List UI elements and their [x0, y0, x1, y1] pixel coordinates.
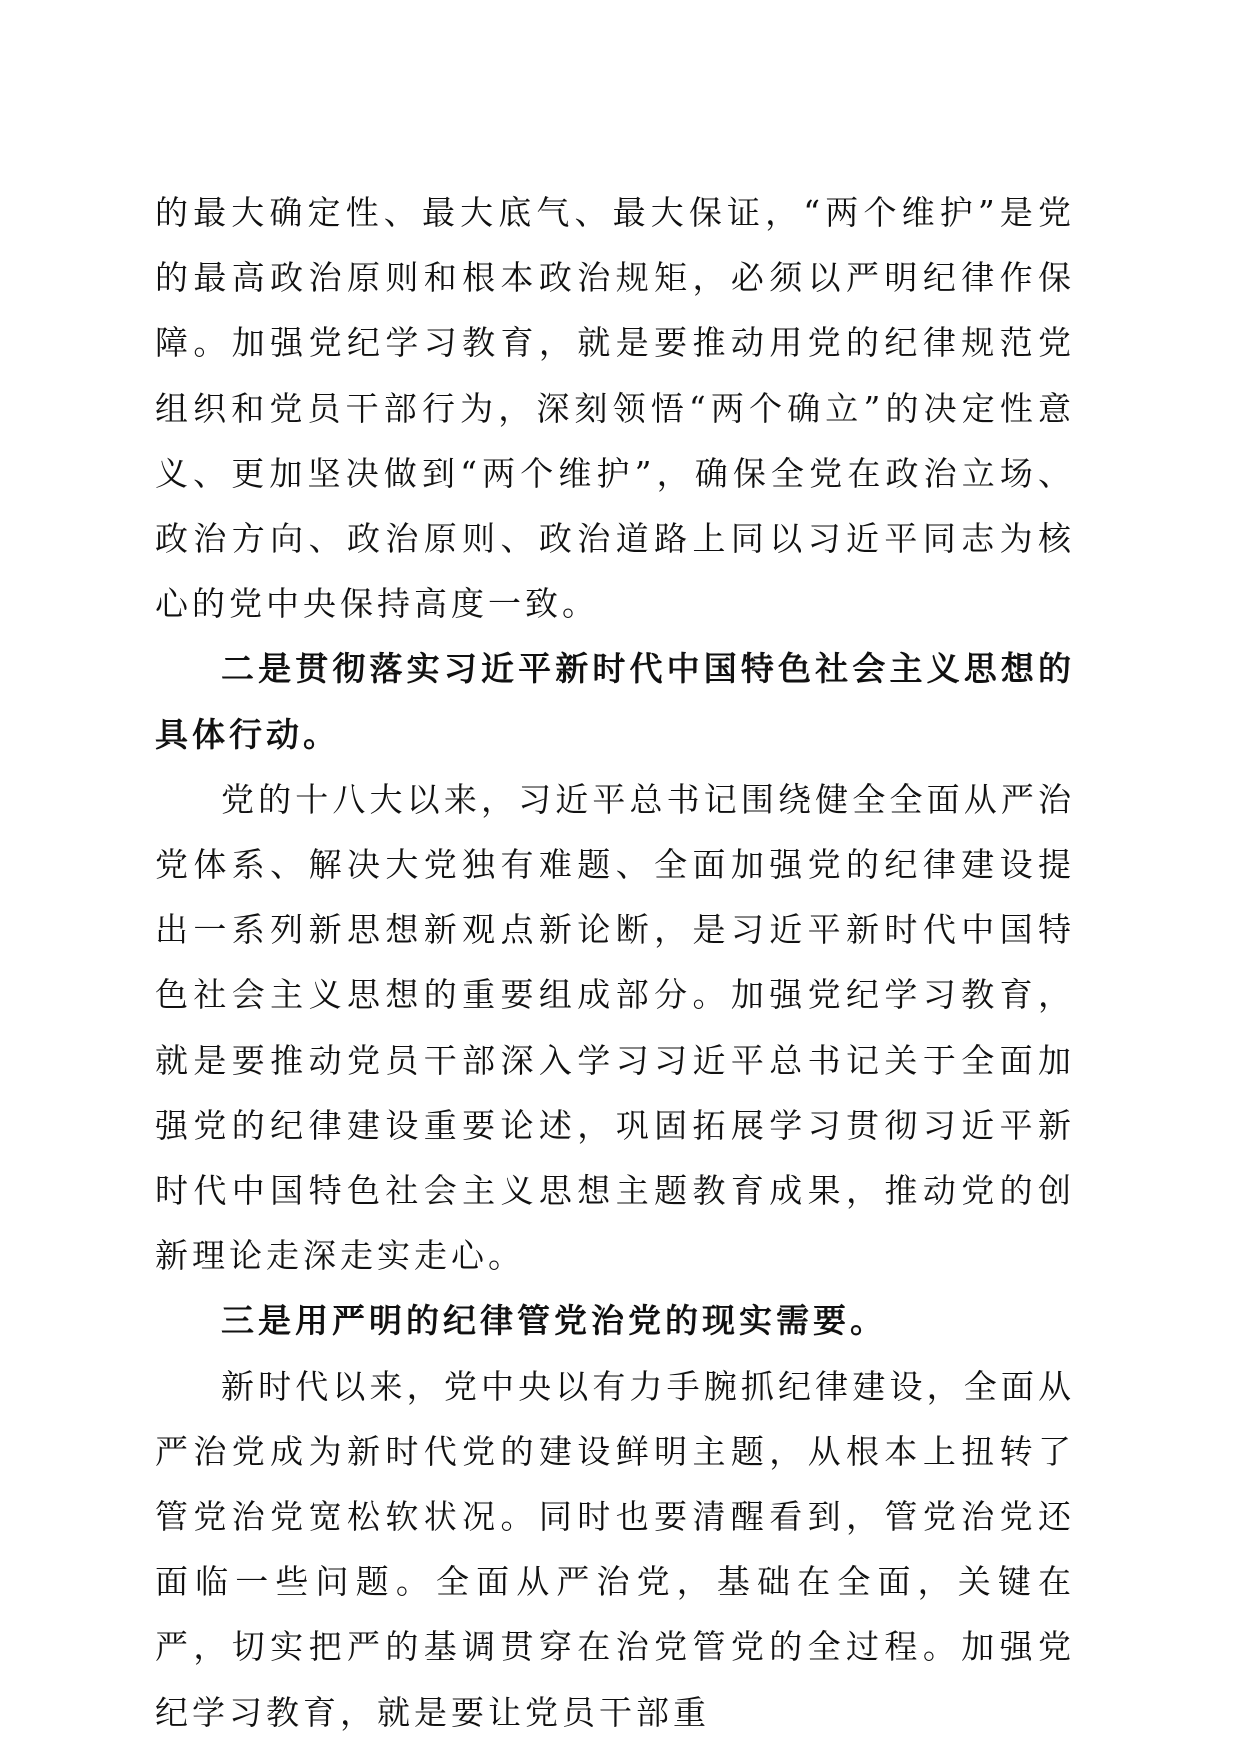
paragraph-section-three: 新时代以来，党中央以有力手腕抓纪律建设，全面从严治党成为新时代党的建设鲜明主题，从根本上扭转了管党治党宽松软状况。同时也要清醒看到，管党治党还面临一些问题。全面从严治党，基础在全面，关键在严，切实把严的基调贯穿在治党管党的全过程。加强党纪学习教育，就是要让党员干部重	[155, 1366, 1075, 1732]
section-heading-two: 二是贯彻落实习近平新时代中国特色社会主义思想的具体行动。	[155, 649, 1075, 754]
document-body	[155, 180, 1075, 1745]
paragraph-section-two: 党的十八大以来，习近平总书记围绕健全全面从严治党体系、解决大党独有难题、全面加强党的纪律建设提出一系列新思想新观点新论断，是习近平新时代中国特色社会主义思想的重要组成部分。加强党纪学习教育，就是要推动党员干部深入学习习近平总书记关于全面加强党的纪律建设重要论述，巩固拓展学习贯彻习近平新时代中国特色社会主义思想主题教育成果，推动党的创新理论走深走实走心。	[155, 779, 1075, 1276]
section-heading-three: 三是用严明的纪律管党治党的现实需要。	[221, 1301, 887, 1341]
paragraph-continuation: 的最大确定性、最大底气、最大保证，“两个维护”是党的最高政治原则和根本政治规矩，必须以严明纪律作保障。加强党纪学习教育，就是要推动用党的纪律规范党组织和党员干部行为，深刻领悟“两个确立”的决定性意义、更加坚决做到“两个维护”，确保全党在政治立场、政治方向、政治原则、政治道路上同以习近平同志为核心的党中央保持高度一致。	[155, 193, 1075, 624]
